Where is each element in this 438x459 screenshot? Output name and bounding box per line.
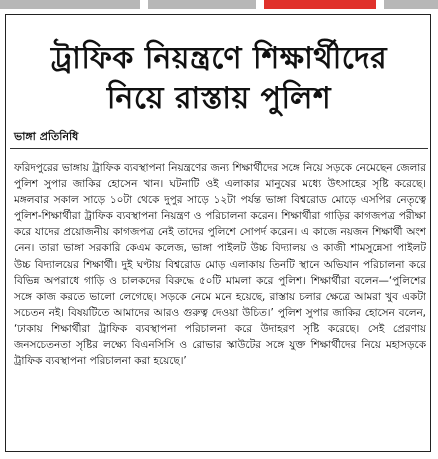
rule-segment-gray bbox=[148, 0, 256, 9]
article-headline bbox=[10, 39, 428, 119]
rule-gap bbox=[376, 0, 384, 9]
headline-line-1: ট্রাফিক নিয়ন্ত্রণে শিক্ষার্থীদের bbox=[50, 41, 388, 77]
masthead-color-rule bbox=[0, 0, 438, 9]
rule-segment-red bbox=[264, 0, 376, 9]
byline-divider bbox=[10, 148, 428, 149]
rule-segment-gray bbox=[0, 0, 140, 9]
article-byline: ভাঙ্গা প্রতিনিধি bbox=[14, 130, 79, 143]
headline-line-2: নিয়ে রাস্তায় পুলিশ bbox=[106, 81, 332, 117]
rule-segment-gray bbox=[384, 0, 438, 9]
rule-gap bbox=[140, 0, 148, 9]
rule-gap bbox=[256, 0, 264, 9]
article-body: ফরিদপুরের ভাঙ্গায় ট্রাফিক ব্যবস্থাপনা নিয়ন্ত্রণের জন্য শিক্ষার্থীদের সঙ্গে নিয়ে সড়কে নেমেছেন জেলার পুলিশ সুপার জাকির হোসেন খান। ঘটনাটি ওই এলাকার মানুষের মধ্যে উৎসাহের সৃষ্টি করেছে। মঙ্গলবার সকাল সাড়ে ১০টা থেকে দুপুর সাড়ে ১২টা পর্যন্ত ভাঙ্গা বিশ্বরোড মোড়ে এসপির নেতৃত্বে পুলিশ-শিক্ষার্থীরা ট্রাফিক ব্যবস্থাপনা নিয়ন্ত্রণ ও পরিচালনা করেন। শিক্ষার্থীরা গাড়ির কাগজপত্র পরীক্ষা করে যাদের প্রয়োজনীয় কাগজপত্র নেই তাদের পুলিশে সোপর্দ করেন। এ কাজে নয়জন শিক্ষার্থী অংশ নেন। তারা ভাঙ্গা সরকারি কেএম কলেজ, ভাঙ্গা পাইলট উচ্চ বিদ্যালয় ও কাজী শামসুন্নেসা পাইলট উচ্চ বিদ্যালয়ের শিক্ষার্থী। দুই ঘণ্টায় বিশ্বরোড মোড় এলাকায় তিনটি স্থানে অভিযান পরিচালনা করে বিভিন্ন অপরাধে গাড়ি ও চালকদের বিরুদ্ধে ৫০টি মামলা করে পুলিশ। শিক্ষার্থীরা বলেন—‘পুলিশের সঙ্গে কাজ করতে ভালো লেগেছে। সড়কে নেমে মনে হয়েছে, রাস্তায় চলার ক্ষেত্রে আমরা খুব একটা সচেতন নই। বিষয়টিতে আমাদের আরও গুরুত্ব দেওয়া উচিত।’ পুলিশ সুপার জাকির হোসেন বলেন, ‘ঢাকায় শিক্ষার্থীরা ট্রাফিক ব্যবস্থাপনা পরিচালনা করে উদাহরণ সৃষ্টি করেছে। সেই প্রেরণায় জনসচেতনতা সৃষ্টির লক্ষ্যে বিএনসিসি ও রোভার স্কাউটের সঙ্গে যুক্ত শিক্ষার্থীদের নিয়ে মহাসড়কে ট্রাফিক ব্যবস্থাপনা পরিচালনা করা হয়েছে।’ bbox=[14, 162, 426, 368]
